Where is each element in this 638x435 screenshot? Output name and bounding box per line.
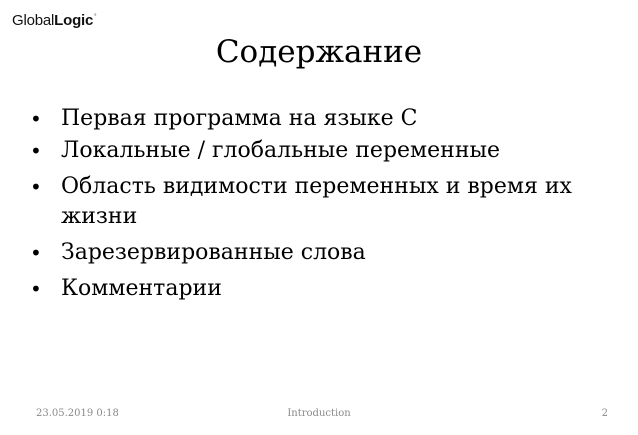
bullet-text: Первая программа на языке С [61, 106, 418, 131]
slide-title: Содержание [215, 34, 423, 70]
bullet-text: Зарезервированные слова [61, 240, 366, 265]
footer-date: 23.05.2019 0:18 [36, 408, 119, 419]
bullet-text: Область видимости переменных и время их жизни [61, 174, 572, 229]
bullet-icon: • [30, 241, 42, 265]
bullet-item [30, 172, 610, 232]
bullet-text: Комментарии [61, 276, 222, 301]
bullet-icon: • [30, 139, 42, 163]
bullet-item [30, 238, 610, 268]
footer-page-number: 2 [601, 408, 608, 419]
bullet-text: Локальные / глобальные переменные [61, 138, 501, 163]
logo-mark: ° [94, 14, 97, 20]
bullet-item [30, 274, 610, 304]
globallogic-logo [12, 12, 96, 29]
bullet-icon: • [30, 175, 42, 199]
bullet-item [30, 104, 610, 134]
bullet-item [30, 136, 610, 166]
bullet-icon: • [30, 277, 42, 301]
bullet-icon: • [30, 107, 42, 131]
logo-text-global: Global [12, 12, 55, 29]
bullet-list [30, 104, 610, 310]
logo-text-logic: Logic [54, 12, 94, 29]
footer-title: Introduction [287, 408, 351, 419]
